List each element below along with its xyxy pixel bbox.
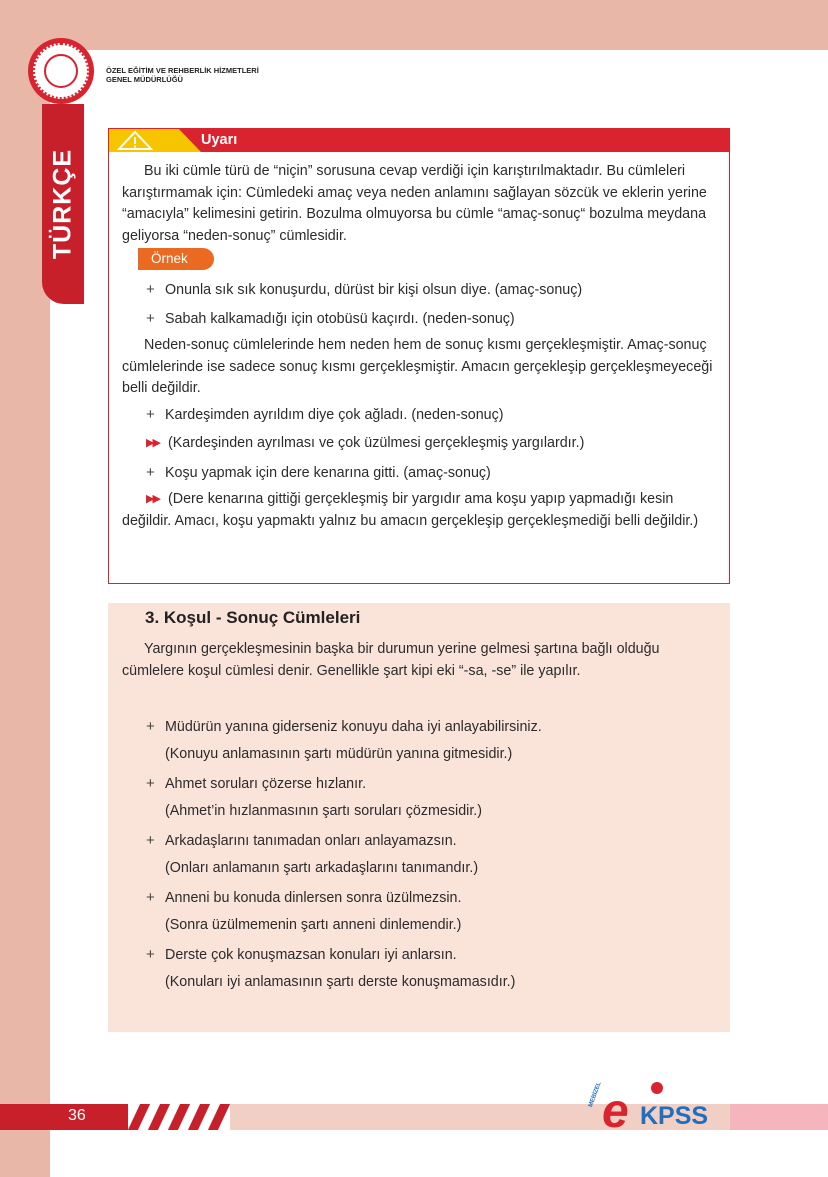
subject-label: TÜRKÇE: [48, 148, 77, 260]
subject-tab: [42, 104, 84, 304]
plus-icon: +: [146, 946, 155, 963]
org-name: [106, 66, 259, 84]
footer-stripes: [118, 1104, 228, 1130]
brand-e: e: [602, 1085, 629, 1138]
org-line-2: GENEL MÜDÜRLÜĞÜ: [106, 75, 183, 84]
top-band: [50, 0, 828, 50]
note-paragraph: ▶▶ (Dere kenarına gittiği gerçekleşmiş bir yargıdır ama koşu yapıp yapmadığı kesin değildir. Amacı, koşu yapmaktı yalnız bu amacın gerçekleşip gerçekleşmediği belli değildir.): [122, 491, 699, 529]
list-item: + Kardeşimden ayrıldım diye çok ağladı. (neden-sonuç): [146, 406, 504, 423]
ministry-logo: [28, 38, 94, 104]
footer-fade: [730, 1104, 828, 1130]
brand-name: KPSS: [640, 1102, 709, 1130]
plus-icon: +: [146, 889, 155, 906]
double-arrow-icon: ▶▶: [146, 493, 159, 505]
section-intro: Yargının gerçekleşmesinin başka bir durumun yerine gelmesi şartına bağlı olduğu cümlelere koşul cümlesi denir. Genellikle şart kipi eki “-sa, -se” ile yapılır.: [122, 641, 660, 679]
plus-icon: +: [146, 464, 155, 481]
plus-icon: +: [146, 718, 155, 735]
section-title: 3. Koşul - Sonuç Cümleleri: [145, 608, 361, 627]
plus-icon: +: [146, 832, 155, 849]
list-item: + Sabah kalkamadığı için otobüsü kaçırdı. (neden-sonuç): [146, 310, 515, 327]
condition-item: + Ahmet soruları çözerse hızlanır.: [146, 775, 367, 792]
condition-note: (Konuları iyi anlamasının şartı derste konuşmamasıdır.): [165, 974, 516, 990]
list-item: + Onunla sık sık konuşurdu, dürüst bir kişi olsun diye. (amaç-sonuç): [146, 281, 583, 298]
warning-explanation: Neden-sonuç cümlelerinde hem neden hem de sonuç kısmı gerçekleşmiştir. Amaç-sonuç cümlelerinde ise sadece sonuç kısmı gerçekleşmiştir. Amacın gerçekleşip gerçekleşmeyeceği belli değildir.: [122, 337, 713, 396]
condition-item: + Arkadaşlarını tanımadan onları anlayamazsın.: [146, 832, 457, 849]
plus-icon: +: [146, 281, 155, 298]
org-line-1: ÖZEL EĞİTİM VE REHBERLİK HİZMETLERİ: [106, 66, 259, 75]
footer-red-bar: [0, 1104, 128, 1130]
warning-intro: Bu iki cümle türü de “niçin” sorusuna cevap verdiği için karıştırılmaktadır. Bu cümleleri karıştırmamak için: Cümledeki amaç veya neden anlamını sağlayan sözcük ve eklerin yerine “amacıyla” kelimesini getirin. Bozulma olmuyorsa bu cümle “amaç-sonuç“ bozulma meydana geliyorsa “neden-sonuç” cümlesidir.: [122, 163, 707, 244]
plus-icon: +: [146, 406, 155, 423]
brand-prefix: MEBİZEL: [588, 1081, 603, 1109]
brand-dot-icon: [651, 1082, 663, 1094]
warning-header: [109, 129, 729, 152]
warning-title: Uyarı: [201, 132, 238, 148]
condition-item: + Derste çok konuşmazsan konuları iyi anlarsın.: [146, 946, 457, 963]
warning-icon: [117, 131, 153, 150]
condition-note: (Onları anlamanın şartı arkadaşlarını tanımandır.): [165, 860, 479, 876]
list-item: + Koşu yapmak için dere kenarına gitti. (amaç-sonuç): [146, 464, 491, 481]
example-label: Örnek: [138, 248, 214, 270]
plus-icon: +: [146, 310, 155, 327]
ekpss-logo: [588, 1081, 728, 1138]
double-arrow-icon: ▶▶: [146, 437, 159, 449]
list-item: ▶▶ (Kardeşinden ayrılması ve çok üzülmesi gerçekleşmiş yargılardır.): [146, 433, 584, 454]
page-number: 36: [68, 1107, 86, 1124]
condition-item: + Anneni bu konuda dinlersen sonra üzülmezsin.: [146, 889, 462, 906]
condition-note: (Konuyu anlamasının şartı müdürün yanına gitmesidir.): [165, 746, 513, 762]
condition-note: (Ahmet’in hızlanmasının şartı soruları çözmesidir.): [165, 803, 483, 819]
plus-icon: +: [146, 775, 155, 792]
condition-item: + Müdürün yanına giderseniz konuyu daha iyi anlayabilirsiniz.: [146, 718, 542, 735]
condition-note: (Sonra üzülmemenin şartı anneni dinlemendir.): [165, 917, 462, 933]
